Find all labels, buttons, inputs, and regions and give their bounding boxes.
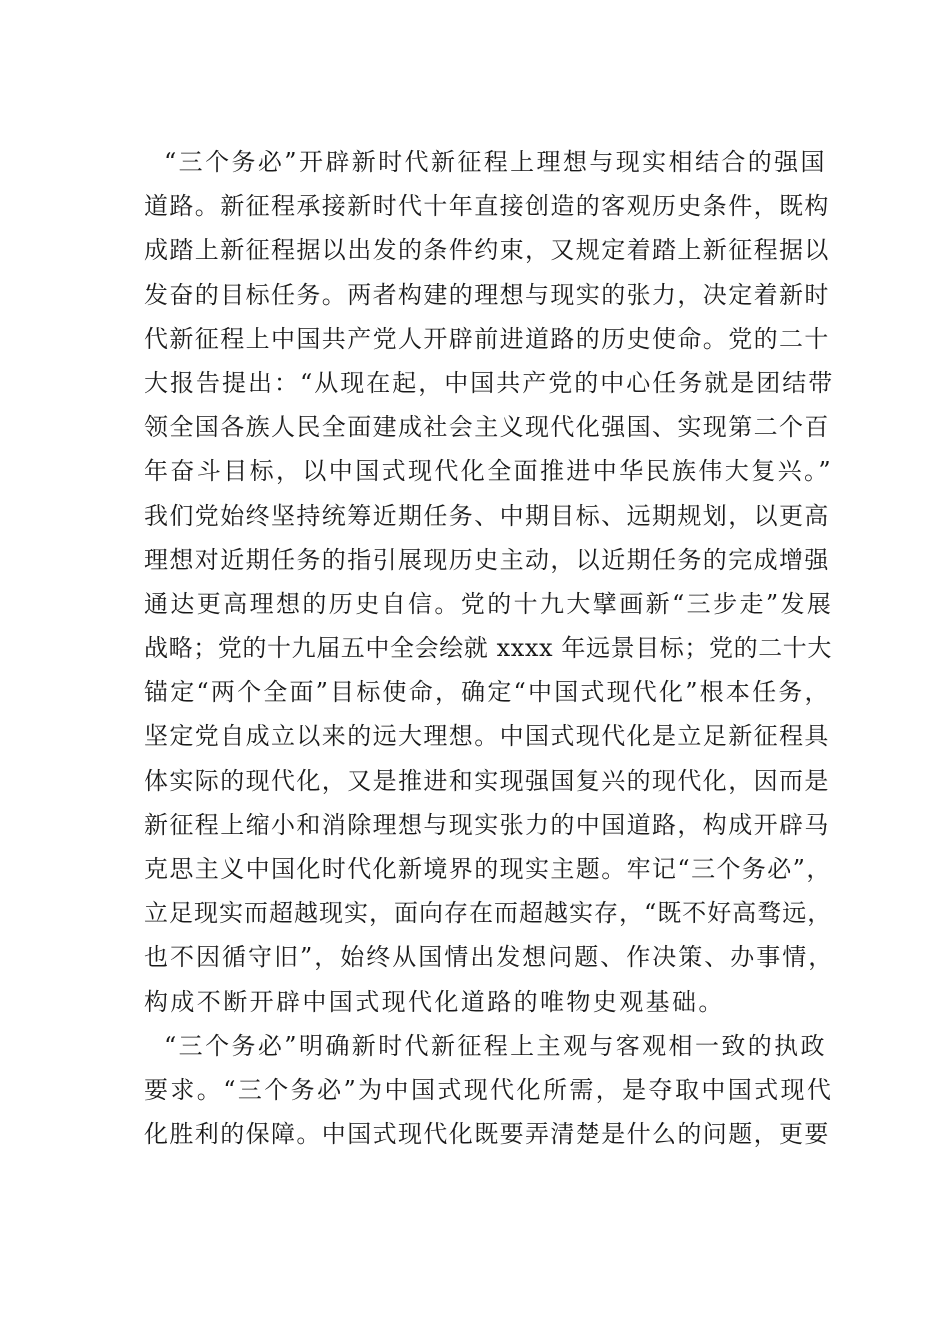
paragraph-line: 锚定“两个全面”目标使命，确定“中国式现代化”根本任务，	[144, 678, 831, 707]
paragraph-line: 理想对近期任务的指引展现历史主动，以近期任务的完成增强	[144, 545, 830, 574]
paragraph-line: 我们党始终坚持统筹近期任务、中期目标、远期规划，以更高	[144, 501, 830, 530]
paragraph-line: 克思主义中国化时代化新境界的现实主题。牢记“三个务必”，	[144, 855, 832, 883]
paragraph-line: “三个务必”开辟新时代新征程上理想与现实相结合的强国	[164, 148, 827, 176]
paragraph-line: 道路。新征程承接新时代十年直接创造的客观历史条件，既构	[144, 192, 830, 221]
paragraph-line: 要求。“三个务必”为中国式现代化所需，是夺取中国式现代	[144, 1075, 834, 1104]
paragraph-line: 战略；党的十九届五中全会绘就 xxxx 年远景目标；党的二十大	[144, 634, 832, 663]
paragraph-2	[144, 1024, 834, 1157]
paragraph-line: 领全国各族人民全面建成社会主义现代化强国、实现第二个百	[144, 413, 830, 442]
paragraph-line: 代新征程上中国共产党人开辟前进道路的历史使命。党的二十	[144, 324, 830, 353]
paragraph-line: 大报告提出：“从现在起，中国共产党的中心任务就是团结带	[144, 368, 835, 397]
paragraph-line: 新征程上缩小和消除理想与现实张力的中国道路，构成开辟马	[144, 810, 830, 839]
paragraph-line: 立足现实而超越现实，面向存在而超越实存，“既不好高骛远，	[144, 899, 833, 928]
paragraph-line: 体实际的现代化，又是推进和实现强国复兴的现代化，因而是	[144, 766, 830, 795]
paragraph-line: 年奋斗目标，以中国式现代化全面推进中华民族伟大复兴。”	[144, 457, 834, 486]
paragraph-1	[144, 140, 834, 1024]
paragraph-line: 通达更高理想的历史自信。党的十九大擘画新“三步走”发展	[144, 589, 834, 618]
paragraph-line: 成踏上新征程据以出发的条件约束，又规定着踏上新征程据以	[144, 236, 830, 265]
paragraph-line: “三个务必”明确新时代新征程上主观与客观相一致的执政	[164, 1031, 827, 1060]
paragraph-line: 化胜利的保障。中国式现代化既要弄清楚是什么的问题，更要	[144, 1120, 830, 1149]
paragraph-line: 发奋的目标任务。两者构建的理想与现实的张力，决定着新时	[144, 280, 830, 309]
paragraph-line: 构成不断开辟中国式现代化道路的唯物史观基础。	[144, 987, 725, 1016]
paragraph-line: 坚定党自成立以来的远大理想。中国式现代化是立足新征程具	[144, 722, 830, 751]
paragraph-line: 也不因循守旧”，始终从国情出发想问题、作决策、办事情，	[144, 943, 835, 972]
document-body	[144, 140, 834, 1156]
